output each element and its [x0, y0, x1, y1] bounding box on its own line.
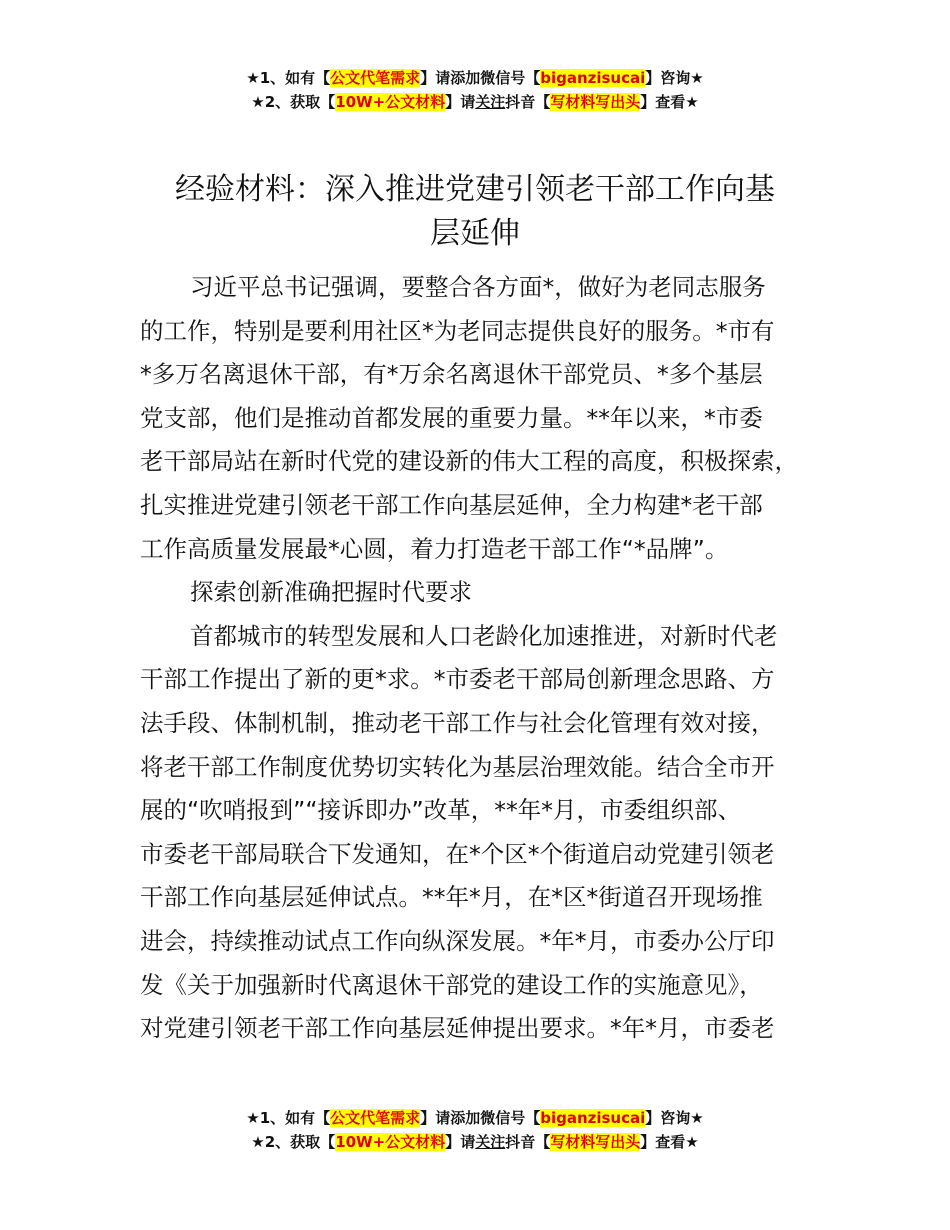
text-line: 将老干部工作制度优势切实转化为基层治理效能。结合全市开	[140, 752, 775, 781]
text-line: 对党建引领老干部工作向基层延伸提出要求。*年*月，市委老	[140, 1014, 775, 1043]
text-line: 干部工作向基层延伸试点。**年*月，在*区*街道召开现场推	[140, 883, 763, 912]
promo-line-2: ★2、获取【10W+公文材料】请关注抖音【写材料写出头】查看★	[251, 1133, 699, 1151]
highlight-materials: 10W+公文材料	[335, 1133, 446, 1151]
text-line: 发《关于加强新时代离退休干部党的建设工作的实施意见》，	[140, 970, 763, 999]
text-line: 法手段、体制机制，推动老干部工作与社会化管理有效对接，	[140, 708, 775, 737]
title-line: 经验材料：深入推进党建引领老干部工作向基	[175, 172, 775, 207]
highlight-wechat-id: biganzisucai	[540, 69, 646, 87]
document-title	[100, 168, 850, 256]
text-line: 老干部局站在新时代党的建设新的伟大工程的高度，积极探索，	[140, 447, 798, 476]
text-line: 习近平总书记强调，要整合各方面*，做好为老同志服务	[190, 273, 766, 301]
text-line: 干部工作提出了新的更*求。*市委老干部局创新理念思路、方	[140, 665, 775, 694]
document-body	[140, 266, 830, 1051]
text-line: 市委老干部局联合下发通知，在*个区*个街道启动党建引领老	[140, 839, 775, 868]
text-line: 探索创新准确把握时代要求	[190, 578, 472, 607]
underlined-follow: 关注	[475, 1133, 506, 1151]
underlined-follow: 关注	[475, 93, 506, 111]
text-line: 进会，持续推动试点工作向纵深发展。*年*月，市委办公厅印	[140, 926, 775, 955]
highlight-ghostwriting: 公文代笔需求	[330, 69, 421, 87]
promo-line-1: ★1、如有【公文代笔需求】请添加微信号【biganzisucai】咨询★	[246, 1109, 704, 1127]
promo-line-2: ★2、获取【10W+公文材料】请关注抖音【写材料写出头】查看★	[251, 93, 699, 111]
title-line: 层延伸	[430, 216, 520, 251]
highlight-wechat-id: biganzisucai	[540, 1109, 646, 1127]
text-line: 展的“吹哨报到”“接诉即办”改革，**年*月，市委组织部、	[140, 796, 741, 825]
text-line: 扎实推进党建引领老干部工作向基层延伸，全力构建*老干部	[140, 490, 763, 519]
highlight-ghostwriting: 公文代笔需求	[330, 1109, 421, 1127]
highlight-douyin: 写材料写出头	[550, 93, 641, 111]
promo-banner-bottom	[0, 1106, 950, 1154]
promo-banner-top	[0, 66, 950, 114]
text-line: 首都城市的转型发展和人口老龄化加速推进，对新时代老	[190, 621, 778, 650]
text-line: 党支部，他们是推动首都发展的重要力量。**年以来，*市委	[140, 403, 763, 432]
highlight-materials: 10W+公文材料	[335, 93, 446, 111]
highlight-douyin: 写材料写出头	[550, 1133, 641, 1151]
text-line: 工作高质量发展最*心圆，着力打造老干部工作“*品牌”。	[140, 534, 729, 563]
promo-line-1: ★1、如有【公文代笔需求】请添加微信号【biganzisucai】咨询★	[246, 69, 704, 87]
text-line: *多万名离退休干部，有*万余名离退休干部党员、*多个基层	[140, 360, 763, 389]
text-line: 的工作，特别是要利用社区*为老同志提供良好的服务。*市有	[140, 316, 775, 345]
